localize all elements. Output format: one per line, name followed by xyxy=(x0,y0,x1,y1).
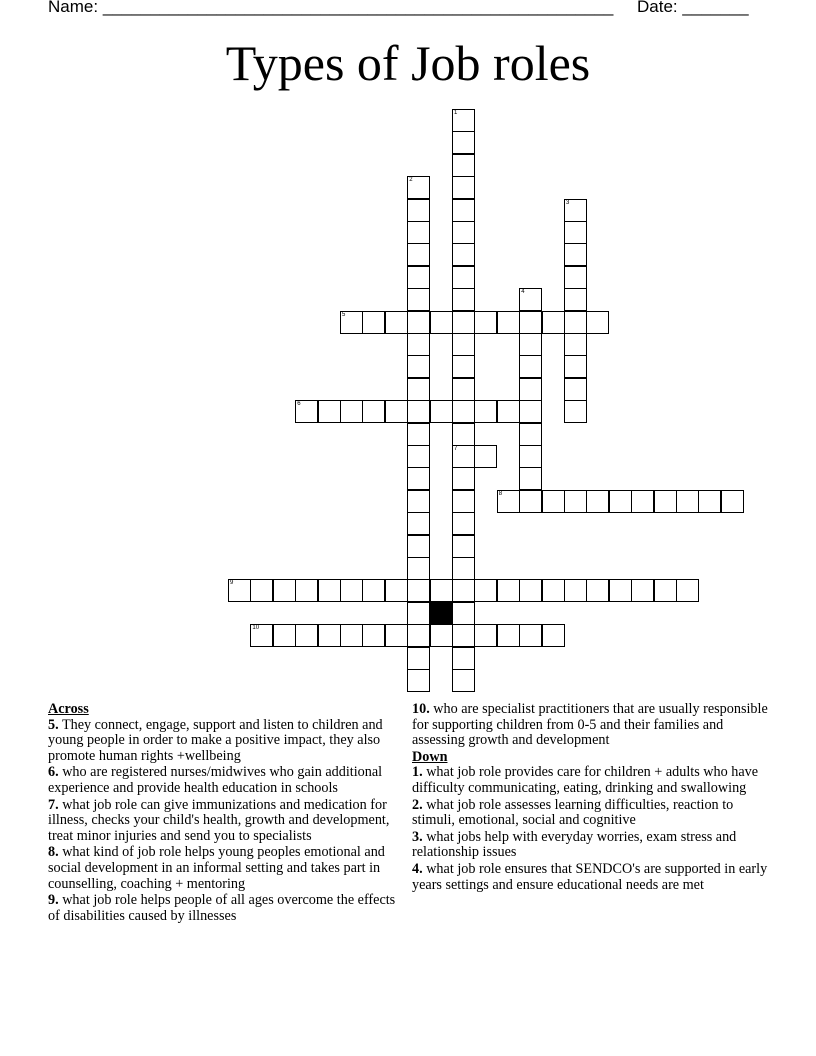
crossword-cell[interactable] xyxy=(250,624,273,647)
crossword-cell[interactable] xyxy=(631,490,654,513)
crossword-cell[interactable] xyxy=(542,579,565,602)
crossword-cell[interactable] xyxy=(407,602,430,625)
clue-text: who are specialist practitioners that are usually responsible for supporting children from 0-5 and their families and assessing growth and development xyxy=(412,701,768,749)
clues-left-column xyxy=(48,702,410,925)
crossword-cell[interactable] xyxy=(407,490,430,513)
crossword-block xyxy=(430,602,453,625)
clue-text: what jobs help with everyday worries, exam stress and relationship issues xyxy=(412,828,737,861)
clue-text: who are registered nurses/midwives who gain additional experience and provide health education in schools xyxy=(48,764,383,796)
clue-number: 6. xyxy=(48,764,59,781)
across-heading: Across xyxy=(48,701,89,717)
crossword-cell[interactable] xyxy=(452,199,475,222)
clue-across-9 xyxy=(48,893,410,924)
crossword-cell[interactable] xyxy=(385,311,408,334)
crossword-cell[interactable] xyxy=(452,154,475,177)
crossword-cell[interactable] xyxy=(609,579,632,602)
clue-number: 7. xyxy=(48,796,59,813)
crossword-cell[interactable] xyxy=(340,400,363,423)
crossword-cell[interactable] xyxy=(407,288,430,311)
crossword-cell[interactable] xyxy=(407,400,430,423)
clue-across-6 xyxy=(48,765,410,796)
crossword-cell[interactable] xyxy=(340,311,363,334)
crossword-cell[interactable] xyxy=(676,579,699,602)
crossword-cell[interactable] xyxy=(228,579,251,602)
crossword-cell[interactable] xyxy=(452,176,475,199)
crossword-cell[interactable] xyxy=(385,624,408,647)
crossword-cell[interactable] xyxy=(519,624,542,647)
crossword-cell[interactable] xyxy=(474,311,497,334)
clue-number: 4. xyxy=(412,860,423,877)
date-field[interactable]: _______ xyxy=(682,0,749,16)
crossword-cell[interactable] xyxy=(542,624,565,647)
crossword-cell[interactable] xyxy=(519,333,542,356)
crossword-cell[interactable] xyxy=(452,624,475,647)
crossword-cell[interactable] xyxy=(407,311,430,334)
crossword-cell[interactable] xyxy=(273,624,296,647)
crossword-cell[interactable] xyxy=(407,355,430,378)
crossword-cell[interactable] xyxy=(407,423,430,446)
crossword-cell[interactable] xyxy=(519,490,542,513)
crossword-cell[interactable] xyxy=(452,602,475,625)
crossword-cell[interactable] xyxy=(519,355,542,378)
page-title: Types of Job roles xyxy=(225,35,591,91)
clue-text: what job role ensures that SENDCO's are supported in early years settings and ensure educational needs are met xyxy=(412,860,768,893)
crossword-cell[interactable] xyxy=(564,355,587,378)
crossword-cell[interactable] xyxy=(497,579,520,602)
crossword-cell[interactable] xyxy=(654,490,677,513)
clue-text: what kind of job role helps young peoples emotional and social development in an informal setting and takes part in counselling, coaching + mentoring xyxy=(48,844,385,892)
crossword-cell[interactable] xyxy=(318,624,341,647)
crossword-cell[interactable] xyxy=(407,176,430,199)
crossword-cell[interactable] xyxy=(452,355,475,378)
crossword-cell[interactable] xyxy=(362,579,385,602)
crossword-cell[interactable] xyxy=(318,579,341,602)
crossword-cell[interactable] xyxy=(407,624,430,647)
crossword-cell[interactable] xyxy=(654,579,677,602)
crossword-cell[interactable] xyxy=(519,467,542,490)
crossword-cell[interactable] xyxy=(452,647,475,670)
crossword-cell[interactable] xyxy=(497,311,520,334)
crossword-cell[interactable] xyxy=(676,490,699,513)
clue-number-label: 9 xyxy=(230,580,234,587)
crossword-cell[interactable] xyxy=(452,311,475,334)
clue-across-7 xyxy=(48,798,410,845)
crossword-cell[interactable] xyxy=(295,624,318,647)
crossword-cell[interactable] xyxy=(586,579,609,602)
crossword-cell[interactable] xyxy=(362,311,385,334)
crossword-cell[interactable] xyxy=(452,400,475,423)
clue-number: 5. xyxy=(48,716,59,733)
clue-number: 2. xyxy=(412,796,423,813)
clue-text: They connect, engage, support and listen to children and young people in order to make a positive impact, they also promote human rights +wellbeing xyxy=(48,716,383,764)
crossword-cell[interactable] xyxy=(698,490,721,513)
crossword-cell[interactable] xyxy=(407,221,430,244)
clue-across-8 xyxy=(48,845,410,892)
clue-across-5 xyxy=(48,718,410,765)
clue-number-label: 6 xyxy=(297,401,301,408)
crossword-cell[interactable] xyxy=(407,535,430,558)
crossword-cell[interactable] xyxy=(474,400,497,423)
clue-number-label: 5 xyxy=(342,311,346,318)
crossword-cell[interactable] xyxy=(452,512,475,535)
crossword-cell[interactable] xyxy=(721,490,744,513)
crossword-cell[interactable] xyxy=(497,624,520,647)
crossword-cell[interactable] xyxy=(452,288,475,311)
crossword-cell[interactable] xyxy=(407,557,430,580)
crossword-cell[interactable] xyxy=(407,266,430,289)
crossword-cell[interactable] xyxy=(250,579,273,602)
crossword-cell[interactable] xyxy=(340,624,363,647)
crossword-cell[interactable] xyxy=(452,535,475,558)
name-label: Name: xyxy=(48,0,99,16)
clue-number-label: 2 xyxy=(409,177,413,184)
crossword-cell[interactable] xyxy=(452,266,475,289)
crossword-cell[interactable] xyxy=(452,131,475,154)
crossword-cell[interactable] xyxy=(564,490,587,513)
clue-number-label: 1 xyxy=(454,110,458,116)
clue-across-10 xyxy=(412,702,772,749)
clue-number: 9. xyxy=(48,892,59,909)
clue-down-3 xyxy=(412,830,772,861)
crossword-cell[interactable] xyxy=(519,288,542,311)
clue-number-label: 7 xyxy=(454,446,458,452)
clue-text: what job role assesses learning difficulties, reaction to stimuli, emotional, social and cognitive xyxy=(412,796,734,829)
crossword-cell[interactable] xyxy=(564,378,587,401)
clue-number-label: 4 xyxy=(521,289,525,296)
crossword-cell[interactable] xyxy=(519,445,542,468)
clue-text: what job role provides care for children + adults who have difficulty communicating, eating, drinking and swallowing xyxy=(412,764,759,796)
crossword-cell[interactable] xyxy=(295,400,318,423)
crossword-cell[interactable] xyxy=(273,579,296,602)
crossword-cell[interactable] xyxy=(564,400,587,423)
crossword-cell[interactable] xyxy=(497,490,520,513)
crossword-cell[interactable] xyxy=(631,579,654,602)
crossword-cell[interactable] xyxy=(407,199,430,222)
crossword-cell[interactable] xyxy=(295,579,318,602)
clue-number: 3. xyxy=(412,828,423,845)
crossword-cell[interactable] xyxy=(430,400,453,423)
crossword-cell[interactable] xyxy=(407,333,430,356)
clue-number-label: 3 xyxy=(566,199,570,206)
crossword-cell[interactable] xyxy=(519,378,542,401)
clue-number-label: 10 xyxy=(252,625,260,632)
clues-right-column xyxy=(412,702,772,894)
crossword-cell[interactable] xyxy=(564,311,587,334)
crossword-cell[interactable] xyxy=(474,445,497,468)
crossword-cell[interactable] xyxy=(564,199,587,222)
crossword-cell[interactable] xyxy=(407,512,430,535)
crossword-cell[interactable] xyxy=(452,333,475,356)
crossword-cell[interactable] xyxy=(407,445,430,468)
crossword-cell[interactable] xyxy=(452,109,475,132)
clue-down-2 xyxy=(412,798,772,829)
crossword-cell[interactable] xyxy=(385,579,408,602)
date-label: Date: xyxy=(637,0,678,16)
crossword-cell[interactable] xyxy=(385,400,408,423)
crossword-cell[interactable] xyxy=(609,490,632,513)
crossword-cell[interactable] xyxy=(519,423,542,446)
crossword-cell[interactable] xyxy=(452,378,475,401)
crossword-cell[interactable] xyxy=(340,579,363,602)
clue-down-1 xyxy=(412,765,772,796)
crossword-cell[interactable] xyxy=(407,378,430,401)
crossword-cell[interactable] xyxy=(452,467,475,490)
crossword-cell[interactable] xyxy=(564,266,587,289)
crossword-cell[interactable] xyxy=(474,579,497,602)
crossword-cell[interactable] xyxy=(564,221,587,244)
clue-number-label: 8 xyxy=(498,490,503,497)
crossword-cell[interactable] xyxy=(452,669,475,692)
crossword-cell[interactable] xyxy=(407,669,430,692)
clue-number: 8. xyxy=(48,844,59,861)
crossword-cell[interactable] xyxy=(564,333,587,356)
crossword-cell[interactable] xyxy=(542,490,565,513)
crossword-cell[interactable] xyxy=(318,400,341,423)
crossword-cell[interactable] xyxy=(564,288,587,311)
crossword-cell[interactable] xyxy=(519,579,542,602)
crossword-cell[interactable] xyxy=(586,311,609,334)
clue-text: what job role can give immunizations and medication for illness, checks your child's health, growth and development, treat minor injuries and send you to specialists xyxy=(48,796,390,844)
crossword-cell[interactable] xyxy=(519,311,542,334)
crossword-cell[interactable] xyxy=(452,423,475,446)
clue-number: 10. xyxy=(412,701,430,717)
crossword-cell[interactable] xyxy=(407,467,430,490)
crossword-cell[interactable] xyxy=(430,579,453,602)
crossword-cell[interactable] xyxy=(362,400,385,423)
crossword-cell[interactable] xyxy=(542,311,565,334)
crossword-cell[interactable] xyxy=(407,647,430,670)
crossword-cell[interactable] xyxy=(452,490,475,513)
crossword-cell[interactable] xyxy=(497,400,520,423)
crossword-cell[interactable] xyxy=(407,243,430,266)
crossword-cell[interactable] xyxy=(430,311,453,334)
crossword-cell[interactable] xyxy=(519,400,542,423)
crossword-cell[interactable] xyxy=(452,221,475,244)
crossword-cell[interactable] xyxy=(452,557,475,580)
crossword-cell[interactable] xyxy=(564,243,587,266)
crossword-cell[interactable] xyxy=(474,624,497,647)
name-field[interactable]: ______________________________________________________ xyxy=(102,0,614,16)
crossword-cell[interactable] xyxy=(430,624,453,647)
clue-down-4 xyxy=(412,862,772,893)
crossword-cell[interactable] xyxy=(452,445,475,468)
crossword-cell[interactable] xyxy=(452,579,475,602)
clue-text: what job role helps people of all ages overcome the effects of disabilities caused by illnesses xyxy=(48,892,396,924)
crossword-cell[interactable] xyxy=(407,579,430,602)
down-heading: Down xyxy=(412,748,448,765)
crossword-cell[interactable] xyxy=(452,243,475,266)
crossword-cell[interactable] xyxy=(564,579,587,602)
crossword-cell[interactable] xyxy=(586,490,609,513)
clue-number: 1. xyxy=(412,764,423,781)
crossword-cell[interactable] xyxy=(362,624,385,647)
